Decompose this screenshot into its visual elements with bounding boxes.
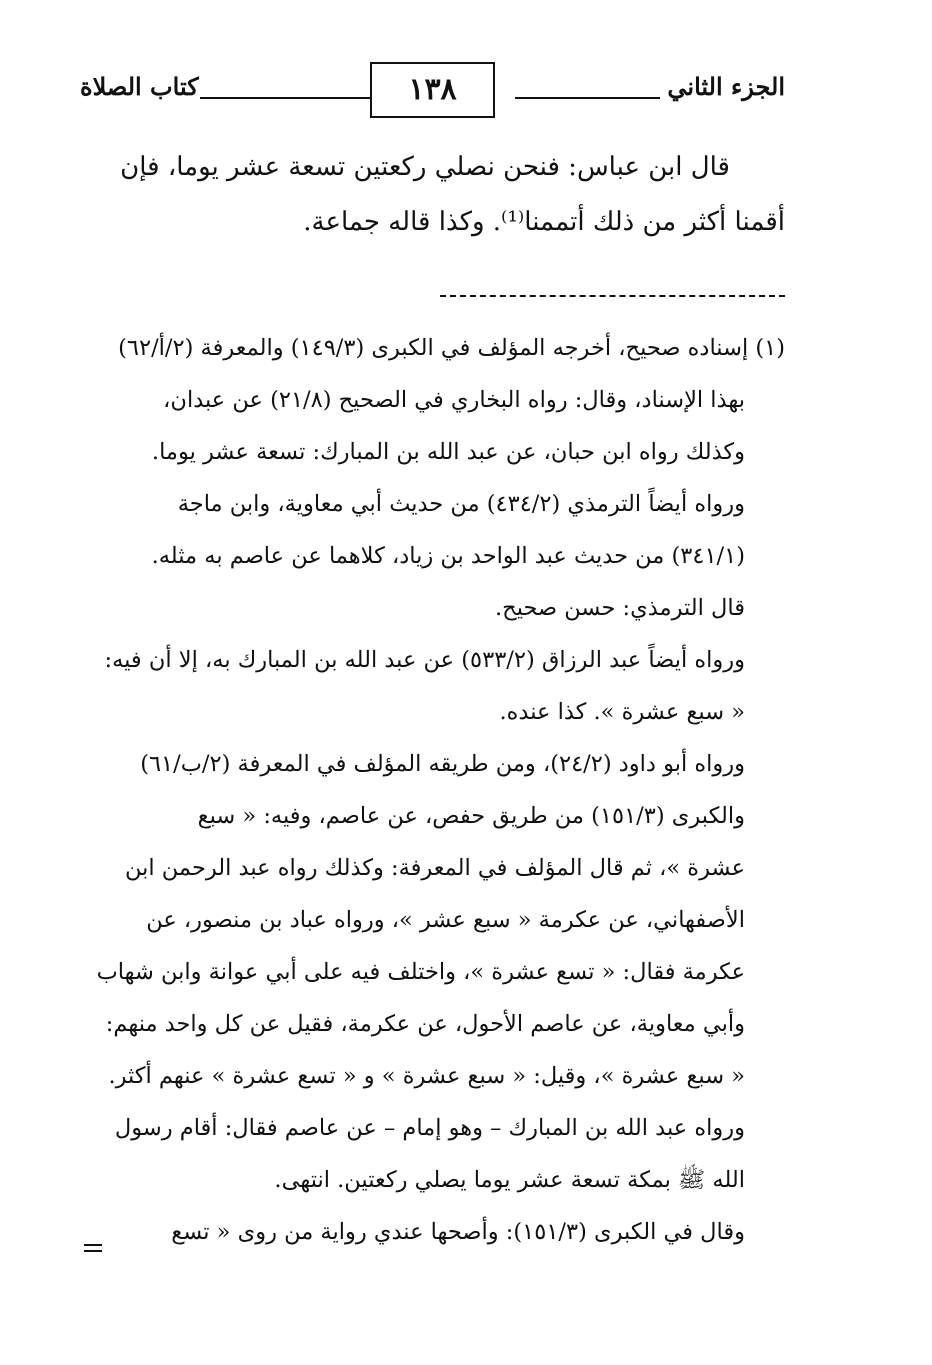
header-rule-left xyxy=(200,97,370,99)
footnote-line: « سبع عشرة »، وقيل: « سبع عشرة » و « تسع عشرة » عنهم أكثر. xyxy=(108,1063,745,1089)
footnote-line: وأبي معاوية، عن عاصم الأحول، عن عكرمة، فقيل عن كل واحد منهم: xyxy=(105,1011,745,1037)
footnote-separator xyxy=(440,295,785,297)
footnote-line: (٣٤١/١) من حديث عبد الواحد بن زياد، كلاهما عن عاصم به مثله. xyxy=(151,543,745,569)
part-title: الجزء الثاني xyxy=(667,72,785,101)
footnote-line: وقال في الكبرى (١٥١/٣): وأصحها عندي رواية من روى « تسع xyxy=(171,1219,745,1245)
footnote-line: ورواه عبد الله بن المبارك – وهو إمام – عن عاصم فقال: أقام رسول xyxy=(114,1115,745,1141)
footnote-line: عشرة »، ثم قال المؤلف في المعرفة: وكذلك رواه عبد الرحمن ابن xyxy=(125,855,745,881)
footnote-line: بهذا الإسناد، وقال: رواه البخاري في الصحيح (٢١/٨) عن عبدان، xyxy=(163,387,745,413)
footnotes xyxy=(80,322,785,1258)
main-text xyxy=(80,140,785,250)
footnote-line: ورواه أيضاً عبد الرزاق (٥٣٣/٢) عن عبد الله بن المبارك به، إلا أن فيه: xyxy=(104,647,745,673)
main-line: قال ابن عباس: فنحن نصلي ركعتين تسعة عشر يوما، فإن xyxy=(120,152,730,182)
footnote-line: ورواه أبو داود (٢٤/٢)، ومن طريقه المؤلف في المعرفة (٢/ب/٦١) xyxy=(140,751,745,777)
footnote-line: الله ﷺ بمكة تسعة عشر يوما يصلي ركعتين. انتهى. xyxy=(274,1167,745,1193)
footnote-line: (١) إسناده صحيح، أخرجه المؤلف في الكبرى (١٤٩/٣) والمعرفة (٢/أ/٦٢) xyxy=(118,335,785,361)
continuation-marker xyxy=(84,1240,106,1300)
main-line: أقمنا أكثر من ذلك أتممنا⁽¹⁾. وكذا قاله جماعة. xyxy=(303,207,785,237)
page-number: ١٣٨ xyxy=(370,62,495,118)
footnote-line: والكبرى (١٥١/٣) من طريق حفص، عن عاصم، وفيه: « سبع xyxy=(197,803,745,829)
footnote-line: قال الترمذي: حسن صحيح. xyxy=(495,595,745,621)
book-title: كتاب الصلاة xyxy=(80,72,199,101)
footnote-line: وكذلك رواه ابن حبان، عن عبد الله بن المبارك: تسعة عشر يوما. xyxy=(151,439,745,465)
footnote-line: ورواه أيضاً الترمذي (٤٣٤/٢) من حديث أبي معاوية، وابن ماجة xyxy=(177,491,745,517)
footnote-line: الأصفهاني، عن عكرمة « سبع عشر »، ورواه عباد بن منصور، عن xyxy=(146,907,745,933)
header-rule-right xyxy=(515,97,660,99)
footnote-line: « سبع عشرة ». كذا عنده. xyxy=(499,699,745,725)
footnote-line: عكرمة فقال: « تسع عشرة »، واختلف فيه على أبي عوانة وابن شهاب xyxy=(96,959,745,985)
page-header xyxy=(80,62,785,122)
